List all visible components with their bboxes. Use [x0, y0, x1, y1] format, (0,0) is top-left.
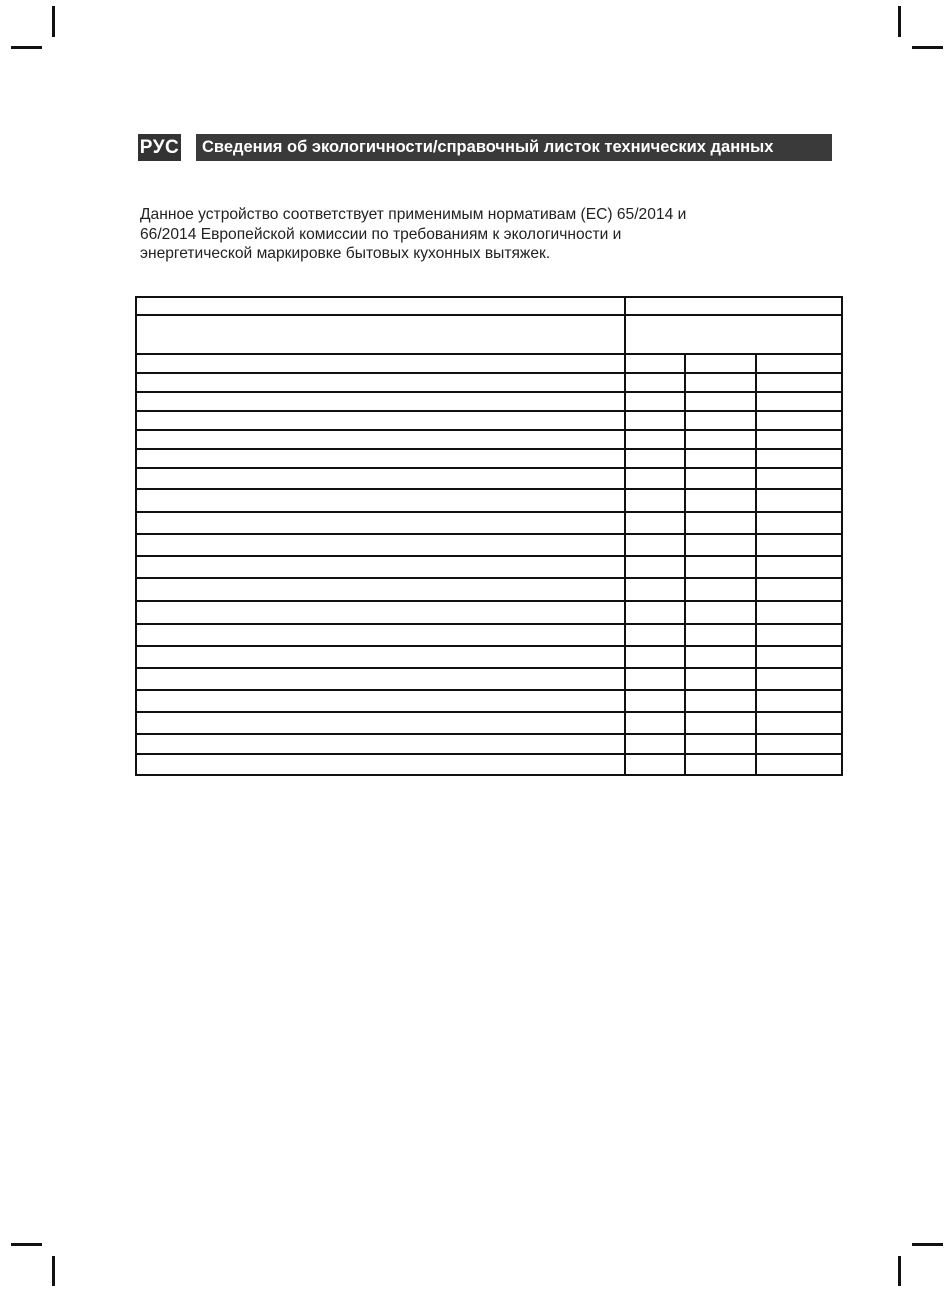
table-cell [756, 534, 842, 556]
table-cell [685, 354, 756, 373]
intro-paragraph [140, 205, 830, 264]
table-row [136, 297, 842, 315]
table-cell [756, 712, 842, 734]
crop-mark-bottom-left-vertical [52, 1256, 55, 1286]
table-cell [625, 754, 685, 775]
intro-line-1: Данное устройство соответствует применимым нормативам (ЕС) 65/2014 и [140, 206, 687, 223]
table-cell [136, 449, 625, 468]
table-cell [756, 468, 842, 489]
table-cell [625, 690, 685, 712]
table-row [136, 430, 842, 449]
table-cell [685, 392, 756, 411]
table-row [136, 668, 842, 690]
table-row [136, 449, 842, 468]
table-cell [136, 646, 625, 668]
table-cell [685, 712, 756, 734]
table-cell [625, 449, 685, 468]
table-cell [136, 534, 625, 556]
table-cell [685, 556, 756, 578]
table-cell [756, 354, 842, 373]
table-row [136, 468, 842, 489]
table-cell [136, 468, 625, 489]
table-cell [136, 373, 625, 392]
table-row [136, 512, 842, 534]
table-cell [625, 624, 685, 646]
table-cell [136, 354, 625, 373]
table-cell [136, 601, 625, 624]
section-title: Сведения об экологичности/справочный листок технических данных [196, 134, 832, 161]
table-cell [685, 668, 756, 690]
table-cell [756, 646, 842, 668]
table-cell [625, 712, 685, 734]
table-cell [756, 392, 842, 411]
table-row [136, 354, 842, 373]
table-row [136, 534, 842, 556]
table-row [136, 392, 842, 411]
table-cell [136, 754, 625, 775]
table-cell [625, 734, 685, 754]
table-row [136, 601, 842, 624]
table-cell [625, 468, 685, 489]
table-cell [756, 449, 842, 468]
table-cell [685, 489, 756, 512]
table-row [136, 690, 842, 712]
table-cell [756, 512, 842, 534]
table-row [136, 578, 842, 601]
table-cell [625, 534, 685, 556]
table-cell [756, 624, 842, 646]
table-cell [625, 512, 685, 534]
table-cell [625, 315, 842, 354]
table-cell [625, 392, 685, 411]
table-cell [136, 489, 625, 512]
table-cell [685, 646, 756, 668]
table-cell [685, 512, 756, 534]
table-cell [625, 411, 685, 430]
table-cell [756, 430, 842, 449]
table-row [136, 489, 842, 512]
table-cell [756, 411, 842, 430]
table-cell [136, 668, 625, 690]
table-cell [625, 354, 685, 373]
table-cell [136, 734, 625, 754]
table-cell [756, 601, 842, 624]
table-row [136, 646, 842, 668]
table-cell [625, 578, 685, 601]
table-cell [756, 373, 842, 392]
crop-mark-top-left-horizontal [11, 46, 42, 49]
crop-mark-bottom-right-horizontal [912, 1243, 943, 1246]
table-cell [625, 556, 685, 578]
intro-line-2: 66/2014 Европейской комиссии по требованиям к экологичности и [140, 225, 622, 243]
table-cell [136, 430, 625, 449]
table-cell [136, 392, 625, 411]
table-cell [136, 512, 625, 534]
table-row [136, 556, 842, 578]
table-cell [625, 601, 685, 624]
table-cell [136, 315, 625, 354]
table-cell [685, 734, 756, 754]
technical-data-table [135, 296, 843, 776]
table-cell [625, 668, 685, 690]
table-cell [685, 411, 756, 430]
table-cell [685, 601, 756, 624]
table-cell [756, 556, 842, 578]
table-row [136, 411, 842, 430]
table-row [136, 624, 842, 646]
table-cell [136, 690, 625, 712]
table-cell [625, 646, 685, 668]
table-row [136, 734, 842, 754]
table-row [136, 712, 842, 734]
table-cell [625, 489, 685, 512]
table-cell [756, 578, 842, 601]
table-cell [685, 468, 756, 489]
table-cell [685, 534, 756, 556]
table-cell [756, 734, 842, 754]
table-row [136, 754, 842, 775]
table-cell [136, 411, 625, 430]
table-cell [756, 690, 842, 712]
table-cell [625, 430, 685, 449]
crop-mark-top-left-vertical [52, 6, 55, 37]
table-cell [756, 668, 842, 690]
table-cell [685, 373, 756, 392]
crop-mark-bottom-left-horizontal [11, 1243, 42, 1246]
table-cell [685, 578, 756, 601]
crop-mark-bottom-right-vertical [898, 1256, 901, 1286]
table-cell [685, 754, 756, 775]
table-cell [136, 712, 625, 734]
table-cell [685, 449, 756, 468]
table-cell [685, 690, 756, 712]
table-row [136, 373, 842, 392]
table-cell [685, 624, 756, 646]
intro-line-3: энергетической маркировке бытовых кухонных вытяжек. [140, 245, 551, 262]
table-cell [136, 556, 625, 578]
table-cell [756, 754, 842, 775]
language-badge: РУС [138, 134, 181, 161]
table-row [136, 315, 842, 354]
crop-mark-top-right-vertical [898, 6, 901, 37]
table-cell [756, 489, 842, 512]
table-cell [625, 373, 685, 392]
table-cell [685, 430, 756, 449]
table-cell [625, 297, 842, 315]
crop-mark-top-right-horizontal [912, 46, 943, 49]
table-cell [136, 297, 625, 315]
table-cell [136, 578, 625, 601]
table-cell [136, 624, 625, 646]
